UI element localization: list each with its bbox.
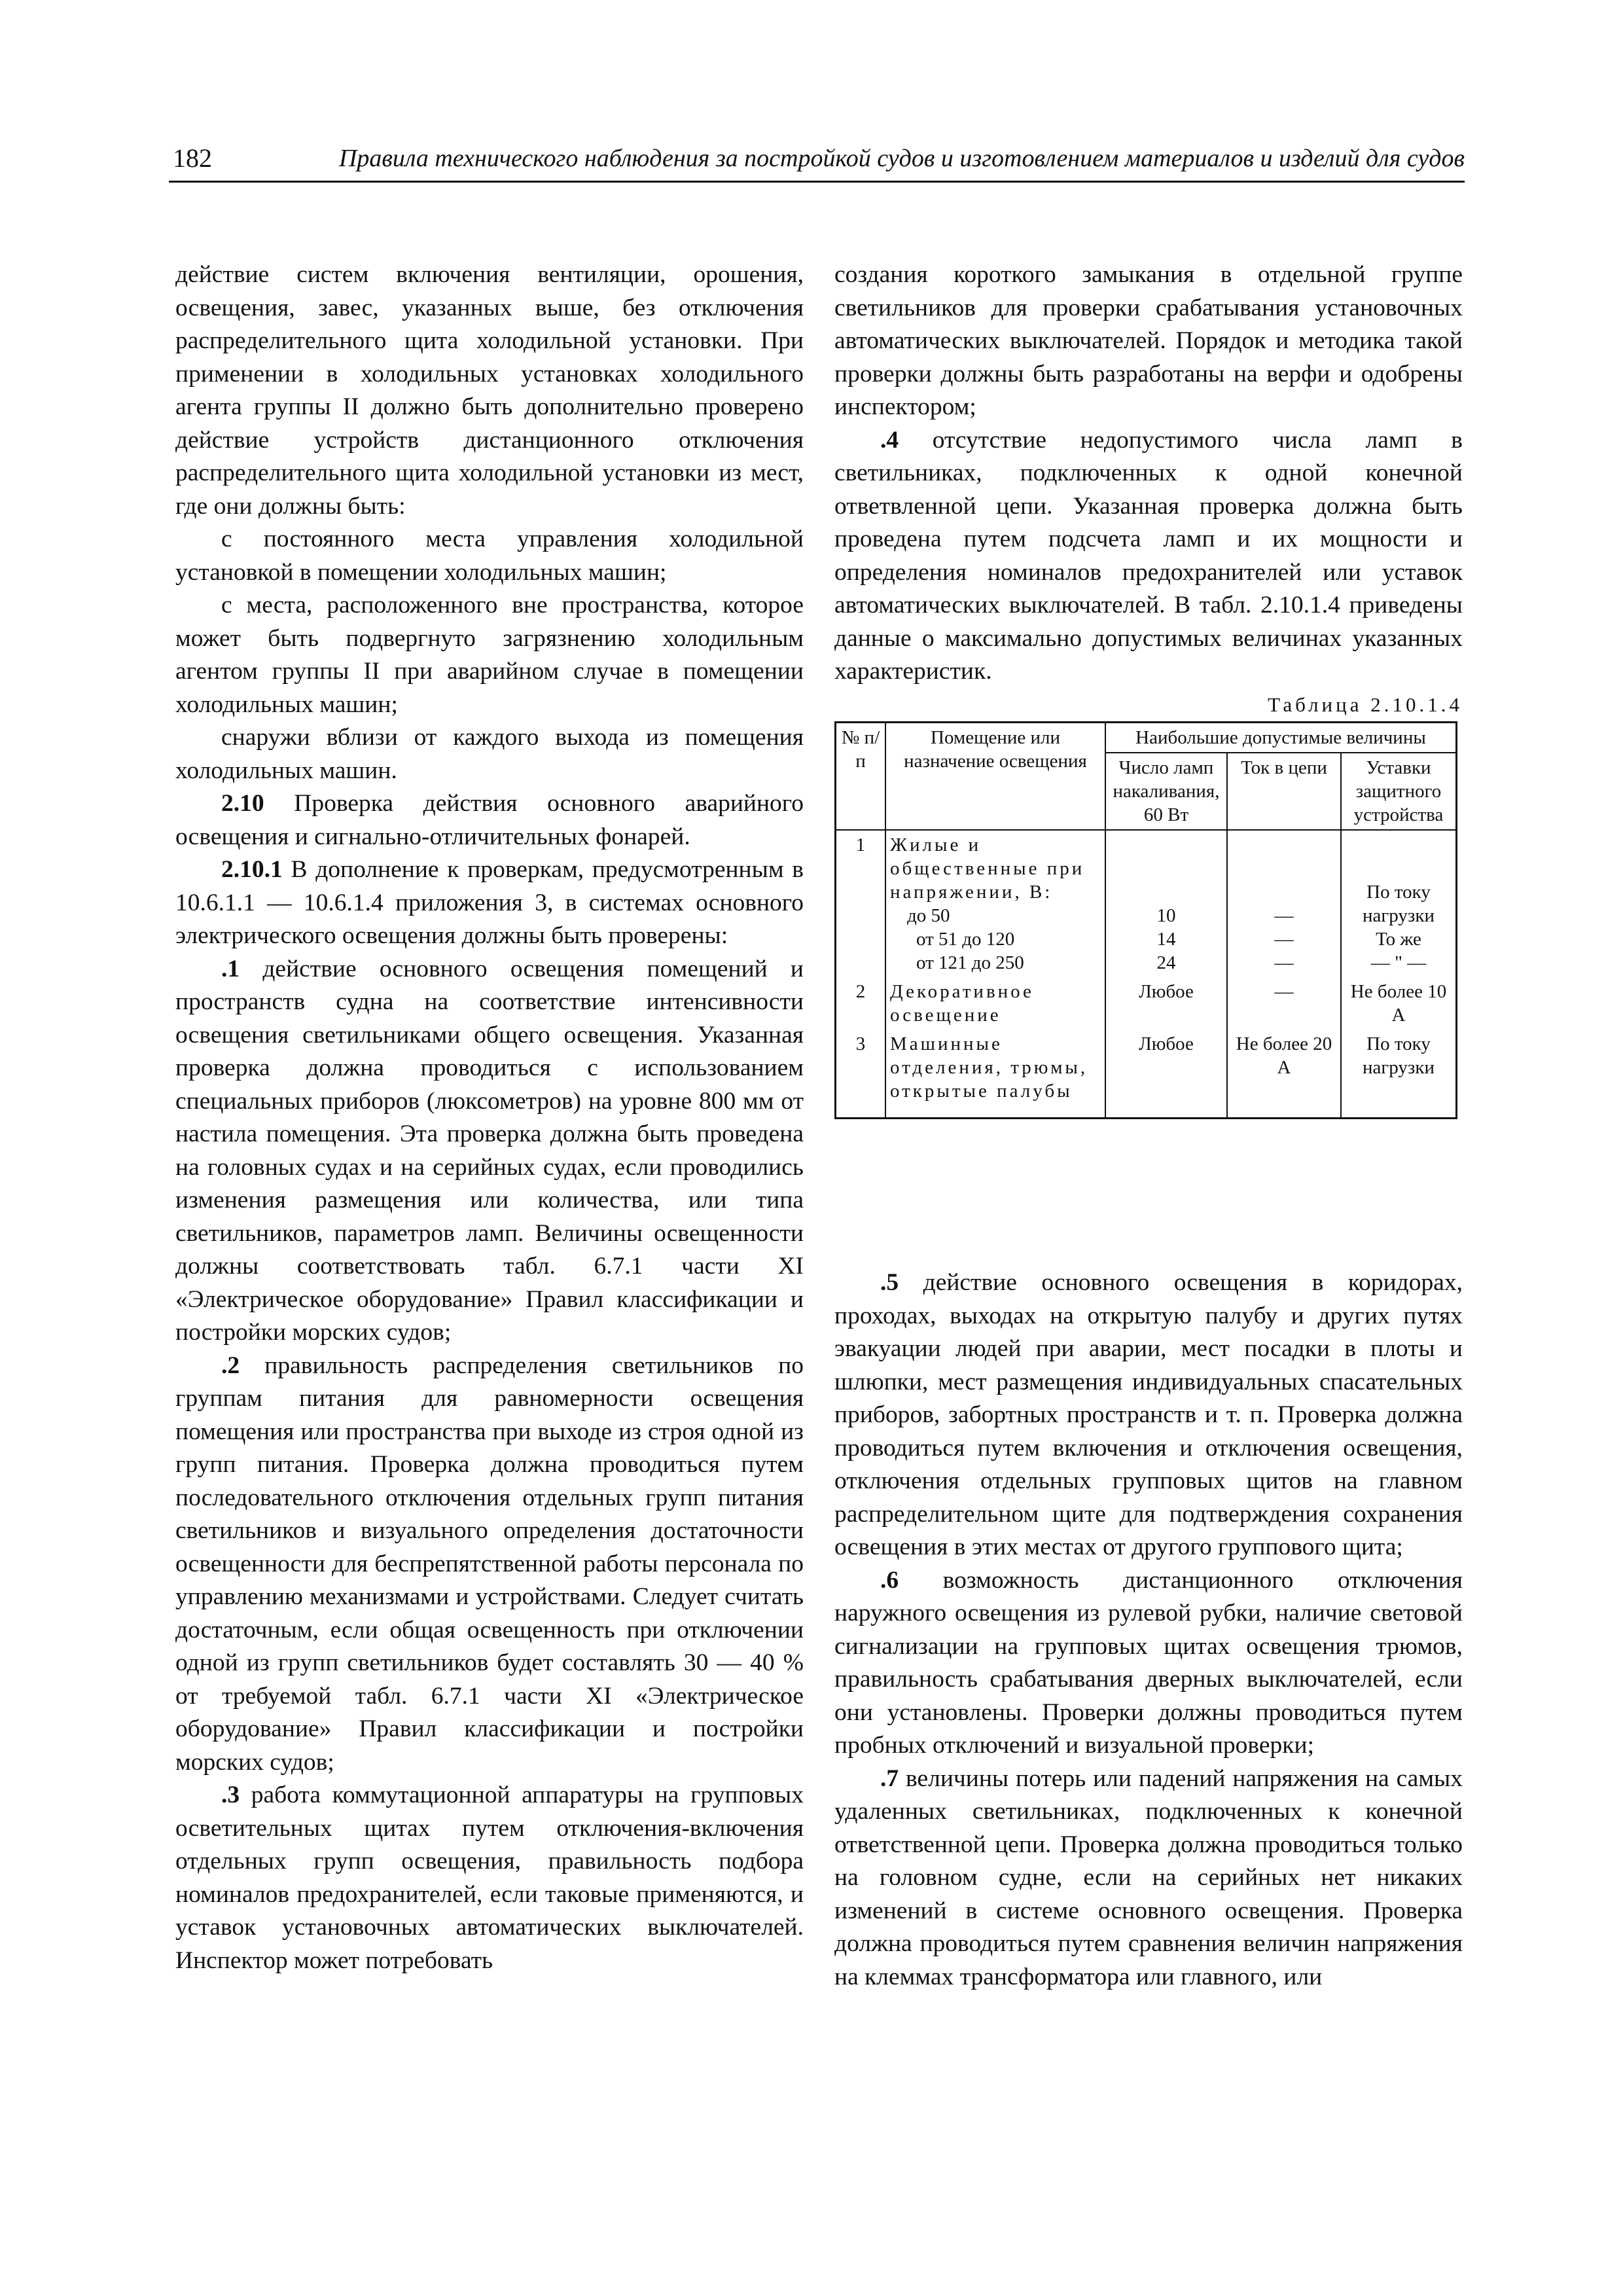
header-num: № п/п (836, 723, 886, 831)
header-room: Помещение или назначение освещения (885, 723, 1105, 831)
list-item: .6 возможность дистанционного отключения наружного освещения из рулевой рубки, наличие световой сигнализации на групповых щитах освещения трюмов, правильность срабатывания дверных выключателей, если они установлены. Проверки должны проводиться путем пробных отключений и визуальной проверки; (834, 1566, 1463, 1759)
header-current: Ток в цепи (1227, 753, 1341, 830)
table-row: 1 Жилые и общественные при напряжении, В: до 50 от 51 до 120 от 121 до 250 10 14 24 — — — По току нагрузки То же — " — (836, 830, 1457, 977)
paragraph: действие систем включения вентиляции, орошения, освещения, завес, указанных выше, без отключения распределительного щита холодильной установки. При применении в холодильных установках холодильного агента группы II должно быть дополнительно проверено действие устройств дистанционного отключения распределительного щита холодильной установки из мест, где они должны быть: (175, 261, 804, 520)
page-number: 182 (173, 143, 212, 173)
paragraph: с постоянного места управления холодильной установкой в помещении холодильных машин; (175, 526, 804, 586)
section-number: 2.10.1 (221, 856, 283, 883)
item-number: .7 (880, 1765, 899, 1792)
running-title: Правила технического наблюдения за постройкой судов и изготовлением материалов и изделий для судов (338, 145, 1465, 172)
item-number: .1 (221, 955, 240, 982)
section-number: 2.10 (221, 790, 264, 817)
list-item: .3 работа коммутационной аппаратуры на групповых осветительных щитах путем отключения-включения отдельных групп освещения, правильность подбора номиналов предохранителей, если таковые применяются, и уставок установочных автоматических выключателей. Инспектор может потребовать (175, 1782, 804, 1974)
section-2-10-1: 2.10.1 В дополнение к проверкам, предусмотренным в 10.6.1.1 — 10.6.1.4 приложения 3, в системах основного электрического освещения должны быть проверены: (175, 856, 804, 949)
header-settings: Уставки защитного устройства (1341, 753, 1457, 830)
section-2-10: 2.10 Проверка действия основного аварийного освещения и сигнально-отличительных фонарей. (175, 790, 804, 850)
limits-table (834, 721, 1457, 1119)
left-column (175, 259, 804, 1977)
item-number: .3 (221, 1782, 240, 1808)
header-lamps: Число ламп накаливания, 60 Вт (1105, 753, 1227, 830)
list-item: .4 отсутствие недопустимого числа ламп в светильниках, подключенных к одной конечной ответвленной цепи. Указанная проверка должна быть проведена путем подсчета ламп и их мощности и определения номиналов предохранителей или уставок автоматических выключателей. В табл. 2.10.1.4 приведены данные о максимально допустимых величинах указанных характеристик. (834, 426, 1463, 685)
header-group: Наибольшие допустимые величины (1105, 723, 1457, 753)
list-item: .1 действие основного освещения помещений и пространств судна на соответствие интенсивности освещения светильниками общего освещения. Указанная проверка должна проводиться с использованием специальных приборов (люксометров) на уровне 800 мм от настила помещения. Эта проверка должна быть проведена на головных судах и на серийных судах, если проводились изменения размещения или количества, или типа светильников, параметров ламп. Величины освещенности должны соответствовать табл. 6.7.1 части XI «Электрическое оборудование» Правил классификации и постройки морских судов; (175, 955, 804, 1346)
item-number: .6 (880, 1566, 899, 1594)
table-caption: Таблица 2.10.1.4 (1268, 692, 1463, 716)
item-number: .4 (880, 426, 899, 454)
paragraph: снаружи вблизи от каждого выхода из помещения холодильных машин. (175, 724, 804, 784)
item-number: .5 (880, 1269, 899, 1296)
paragraph: с места, расположенного вне пространства, которое может быть подвергнуто загрязнению холодильным агентом группы II при аварийном случае в помещении холодильных машин; (175, 592, 804, 718)
paragraph: создания короткого замыкания в отдельной группе светильников для проверки срабатывания установочных автоматических выключателей. Порядок и методика такой проверки должны быть разработаны на верфи и одобрены инспектором; (834, 261, 1463, 420)
table-row: 3 Машинные отделения, трюмы, открытые палубы Любое Не более 20 А По току нагрузки (836, 1030, 1457, 1119)
list-item: .5 действие основного освещения в коридорах, проходах, выходах на открытую палубу и других путях эвакуации людей при аварии, мест посадки в плоты и шлюпки, мест размещения индивидуальных спасательных приборов, забортных пространств и т. п. Проверка должна проводиться путем включения и отключения освещения, отключения отдельных групповых щитов на главном распределительном щите для подтверждения сохранения освещения в этих местах от другого группового щита; (834, 1269, 1463, 1560)
list-item: .2 правильность распределения светильников по группам питания для равномерности освещения помещения или пространства при выходе из строя одной из групп питания. Проверка должна проводиться путем последовательного отключения отдельных групп питания светильников и визуального определения достаточности освещенности для беспрепятственной работы персонала по управлению механизмами и устройствами. Следует считать достаточным, если общая освещенность при отключении одной из групп светильников будет составлять 30 — 40 % от требуемой табл. 6.7.1 части XI «Электрическое оборудование» Правил классификации и постройки морских судов; (175, 1352, 804, 1776)
right-column (834, 259, 1463, 1990)
after-table-text (834, 1266, 1463, 1994)
table-row: 2 Декоративное освещение Любое — Не более 10 А (836, 977, 1457, 1030)
page-header (169, 143, 1465, 183)
list-item: .7 величины потерь или падений напряжения на самых удаленных светильниках, подключенных к конечной ответственной цепи. Проверка должна проводиться только на головном судне, если на серийных нет никаких изменений в системе основного освещения. Проверка должна проводиться путем сравнения величин напряжения на клеммах трансформатора или главного, или (834, 1765, 1463, 1990)
item-number: .2 (221, 1352, 240, 1379)
